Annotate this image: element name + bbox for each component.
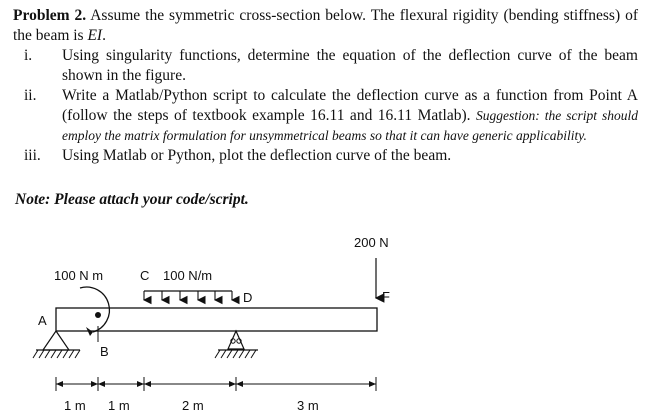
task-text: Write a Matlab/Python script to calculate the deflection curve as a function from Point A (follow the steps of textbook example 16.11 and 16.11 Matlab). [62,87,638,124]
flexural-rigidity-symbol: EI [87,27,103,44]
task-number: iii. [24,147,41,164]
note-text: Note: Please attach your code/script. [15,191,249,208]
problem-label: Problem 2. [13,7,87,24]
task-suggestion: Suggestion: the script should employ the matrix formulation for unsymmetrical beams so that it can have generic applicability. [62,108,639,143]
roller-support [215,331,258,358]
pin-support-a [33,331,80,358]
distributed-load-label: 100 N/m [163,268,213,283]
intro-period: . [102,27,106,44]
task-text: Using Matlab or Python, plot the deflection curve of the beam. [62,147,452,164]
applied-moment [80,287,109,342]
point-c-label: C [140,268,150,283]
beam [56,308,377,331]
point-b-label: B [100,344,109,359]
span-label: 1 m [64,398,86,413]
dimension-line [56,377,376,391]
distributed-load [144,291,232,300]
span-label: 1 m [108,398,130,413]
point-a-label: A [38,313,47,328]
point-d-label: D [243,290,253,305]
task-number: i. [24,47,33,64]
point-b-dot [95,312,101,318]
span-label: 3 m [297,398,319,413]
problem-intro-text: Assume the symmetric cross-section below. The flexural rigidity (bending stiffness) of the beam is [13,7,638,44]
span-label: 2 m [182,398,204,413]
point-load-label: 200 N [354,235,389,250]
point-f-label: F [382,289,390,304]
task-text: Using singularity functions, determine the equation of the deflection curve of the beam shown in the figure. [62,47,638,84]
moment-label: 100 N m [54,268,104,283]
task-number: ii. [24,87,37,104]
